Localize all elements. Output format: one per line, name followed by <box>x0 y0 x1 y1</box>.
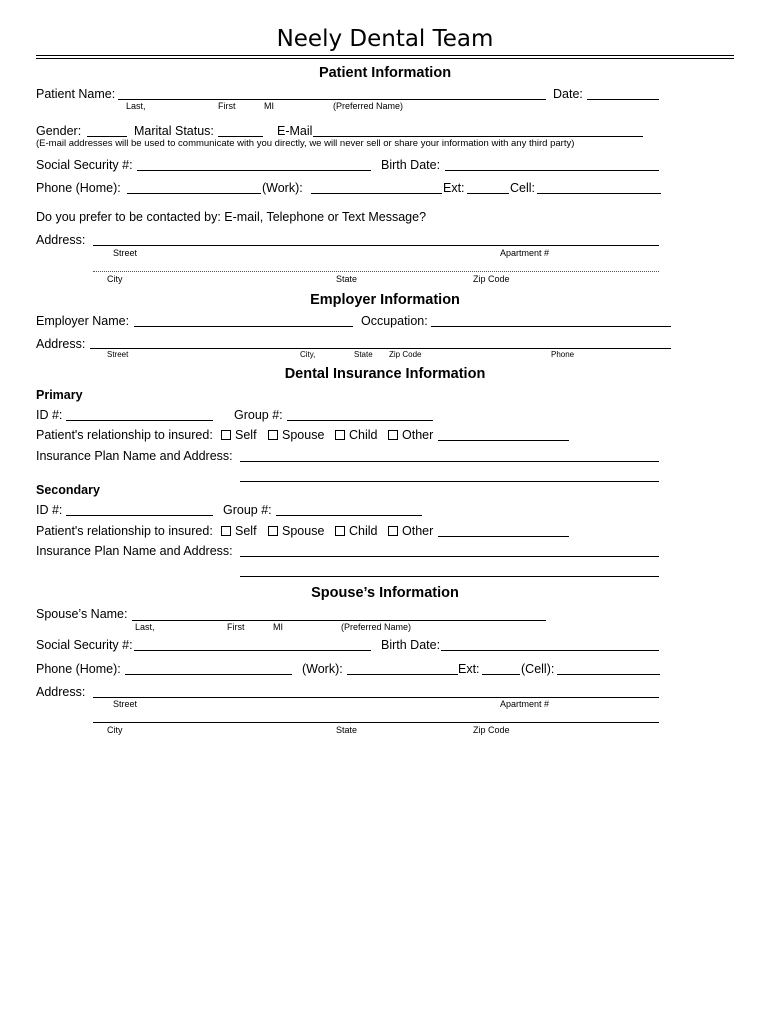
secondary-plan-field-line2[interactable] <box>240 576 659 577</box>
spouse-ssn-field[interactable] <box>134 650 371 651</box>
hint-state: State <box>336 274 358 284</box>
primary-spouse-checkbox[interactable] <box>268 430 278 440</box>
hint-mi: MI <box>264 101 274 111</box>
spouse-address-label: Address: <box>36 685 86 699</box>
primary-self-label: Self <box>235 428 257 442</box>
birth-date-label: Birth Date: <box>381 158 441 172</box>
spouse-hint-street: Street <box>113 699 138 709</box>
primary-plan-label: Insurance Plan Name and Address: <box>36 449 233 463</box>
phone-home-label: Phone (Home): <box>36 181 121 195</box>
secondary-spouse-label: Spouse <box>282 524 325 538</box>
date-label: Date: <box>553 87 583 101</box>
email-label: E-Mail <box>277 124 313 138</box>
hint-last: Last, <box>126 101 146 111</box>
secondary-id-label: ID #: <box>36 503 63 517</box>
spouse-hint-mi: MI <box>273 622 283 632</box>
patient-section-heading: Patient Information <box>318 65 452 81</box>
employer-hint-phone: Phone <box>551 350 575 359</box>
phone-work-field[interactable] <box>311 193 442 194</box>
spouse-hint-zip: Zip Code <box>473 725 510 735</box>
employer-name-field[interactable] <box>134 326 353 327</box>
gender-label: Gender: <box>36 124 82 138</box>
employer-address-label: Address: <box>36 337 86 351</box>
ext-field[interactable] <box>467 193 509 194</box>
spouse-ext-label: Ext: <box>458 662 480 676</box>
spouse-hint-apartment: Apartment # <box>500 699 550 709</box>
address-label: Address: <box>36 233 86 247</box>
employer-section-heading: Employer Information <box>310 292 460 308</box>
secondary-other-field[interactable] <box>438 536 569 537</box>
secondary-other-label: Other <box>402 524 434 538</box>
primary-child-label: Child <box>349 428 378 442</box>
email-field[interactable] <box>313 136 643 137</box>
spouse-street-address-field[interactable] <box>93 697 659 698</box>
title-divider-lower <box>36 58 734 59</box>
spouse-cell-field[interactable] <box>557 674 660 675</box>
gender-field[interactable] <box>87 136 127 137</box>
ext-label: Ext: <box>443 181 465 195</box>
spouse-city-state-zip-field[interactable] <box>93 722 659 723</box>
ssn-field[interactable] <box>137 170 371 171</box>
secondary-relationship-label: Patient's relationship to insured: <box>36 524 213 538</box>
employer-hint-zip: Zip Code <box>389 350 422 359</box>
primary-subheading: Primary <box>36 388 83 402</box>
primary-child-checkbox[interactable] <box>335 430 345 440</box>
employer-hint-state: State <box>354 350 373 359</box>
employer-address-field[interactable] <box>90 348 671 349</box>
primary-plan-field[interactable] <box>240 461 659 462</box>
primary-other-checkbox[interactable] <box>388 430 398 440</box>
hint-preferred-name: (Preferred Name) <box>333 101 404 111</box>
employer-name-label: Employer Name: <box>36 314 130 328</box>
email-privacy-note: (E-mail addresses will be used to communicate with you directly, we will never sell or share your information with any third party) <box>36 138 575 149</box>
spouse-hint-first: First <box>227 622 245 632</box>
marital-status-field[interactable] <box>218 136 263 137</box>
spouse-hint-last: Last, <box>135 622 155 632</box>
secondary-id-field[interactable] <box>66 515 213 516</box>
hint-street: Street <box>113 248 138 258</box>
spouse-phone-home-label: Phone (Home): <box>36 662 121 676</box>
spouse-birth-date-field[interactable] <box>441 650 659 651</box>
secondary-child-checkbox[interactable] <box>335 526 345 536</box>
marital-status-label: Marital Status: <box>134 124 214 138</box>
spouse-cell-label: (Cell): <box>521 662 555 676</box>
primary-id-field[interactable] <box>66 420 213 421</box>
spouse-phone-work-label: (Work): <box>302 662 343 676</box>
phone-work-label: (Work): <box>262 181 303 195</box>
primary-id-label: ID #: <box>36 408 63 422</box>
primary-spouse-label: Spouse <box>282 428 325 442</box>
primary-group-label: Group #: <box>234 408 283 422</box>
birth-date-field[interactable] <box>445 170 659 171</box>
spouse-phone-home-field[interactable] <box>125 674 292 675</box>
primary-relationship-label: Patient's relationship to insured: <box>36 428 213 442</box>
spouse-phone-work-field[interactable] <box>347 674 458 675</box>
spouse-name-label: Spouse’s Name: <box>36 607 128 621</box>
occupation-label: Occupation: <box>361 314 428 328</box>
phone-home-field[interactable] <box>127 193 261 194</box>
spouse-hint-city: City <box>107 725 123 735</box>
secondary-self-label: Self <box>235 524 257 538</box>
employer-hint-street: Street <box>107 350 129 359</box>
secondary-subheading: Secondary <box>36 483 100 497</box>
spouse-hint-state: State <box>336 725 358 735</box>
ssn-label: Social Security #: <box>36 158 133 172</box>
primary-plan-field-line2[interactable] <box>240 481 659 482</box>
spouse-ext-field[interactable] <box>482 674 520 675</box>
hint-first: First <box>218 101 236 111</box>
spouse-name-field[interactable] <box>132 620 546 621</box>
hint-zip: Zip Code <box>473 274 510 284</box>
primary-other-field[interactable] <box>438 440 569 441</box>
spouse-birth-date-label: Birth Date: <box>381 638 441 652</box>
cell-field[interactable] <box>537 193 661 194</box>
primary-self-checkbox[interactable] <box>221 430 231 440</box>
secondary-self-checkbox[interactable] <box>221 526 231 536</box>
spouse-hint-preferred-name: (Preferred Name) <box>341 622 412 632</box>
spouse-ssn-label: Social Security #: <box>36 638 133 652</box>
cell-label: Cell: <box>510 181 536 195</box>
secondary-plan-field[interactable] <box>240 556 659 557</box>
city-state-zip-field[interactable] <box>93 271 659 272</box>
title-divider <box>36 55 734 56</box>
secondary-group-field[interactable] <box>276 515 422 516</box>
primary-other-label: Other <box>402 428 434 442</box>
patient-name-label: Patient Name: <box>36 87 116 101</box>
street-address-field[interactable] <box>93 245 659 246</box>
secondary-plan-label: Insurance Plan Name and Address: <box>36 544 233 558</box>
secondary-spouse-checkbox[interactable] <box>268 526 278 536</box>
hint-apartment: Apartment # <box>500 248 550 258</box>
patient-name-field[interactable] <box>118 99 546 100</box>
contact-preference-question: Do you prefer to be contacted by: E-mail, Telephone or Text Message? <box>36 210 427 224</box>
occupation-field[interactable] <box>431 326 671 327</box>
employer-hint-city: City, <box>300 350 316 359</box>
hint-city: City <box>107 274 123 284</box>
secondary-child-label: Child <box>349 524 378 538</box>
spouse-section-heading: Spouse’s Information <box>311 585 459 601</box>
secondary-group-label: Group #: <box>223 503 272 517</box>
primary-group-field[interactable] <box>287 420 433 421</box>
secondary-other-checkbox[interactable] <box>388 526 398 536</box>
date-field[interactable] <box>587 99 659 100</box>
insurance-section-heading: Dental Insurance Information <box>284 366 486 382</box>
form-title: Neely Dental Team <box>276 26 494 52</box>
